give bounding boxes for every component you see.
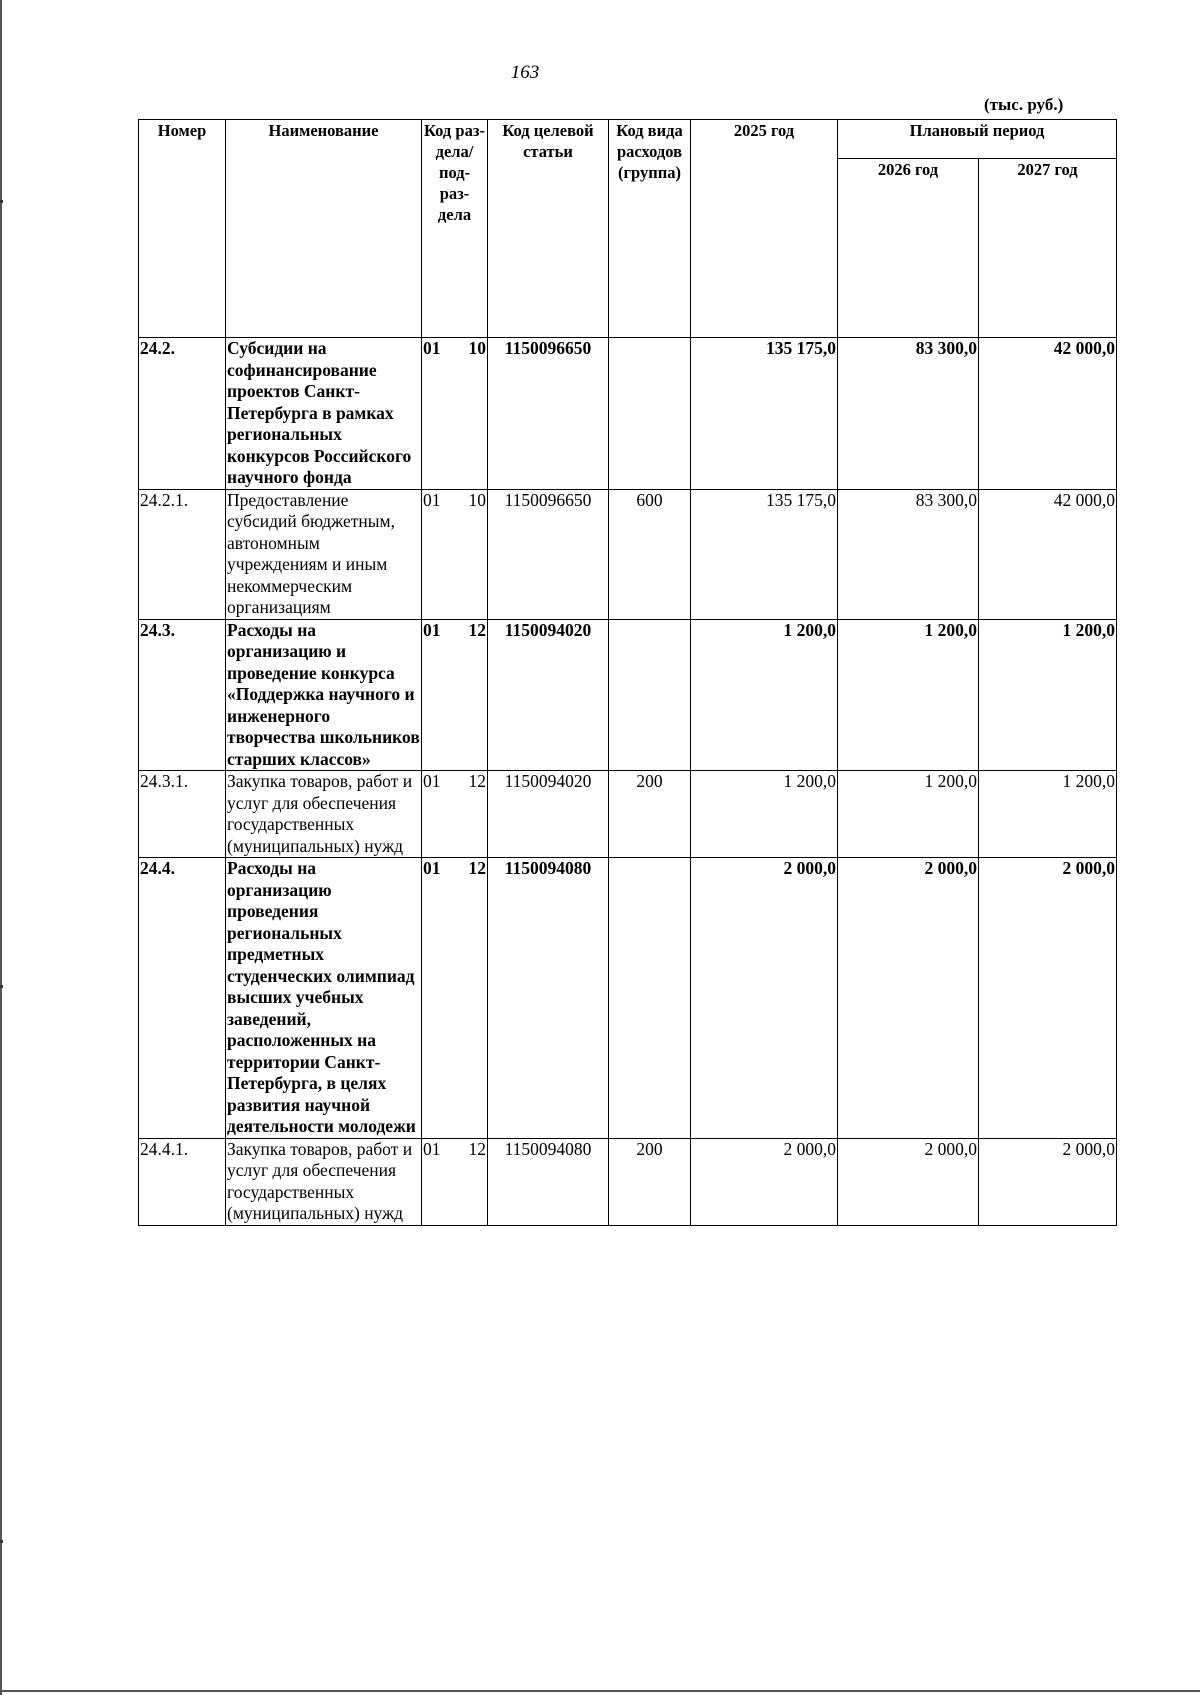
row-section-code: 01	[423, 858, 441, 878]
row-subsection-code: 10	[468, 489, 486, 510]
row-amount-2025: 135 175,0	[691, 338, 838, 490]
header-planned-period: Плановый период	[838, 120, 1117, 159]
row-amount-2027: 2 000,0	[979, 1138, 1117, 1225]
row-expense-type	[609, 858, 691, 1139]
table-row	[139, 489, 1117, 619]
row-name: Субсидии на софинансирование проектов Санкт-Петербурга в рамках региональных конкурсов Российского научного фонда	[226, 338, 422, 490]
row-amount-2025: 2 000,0	[691, 1138, 838, 1225]
table-row	[139, 619, 1117, 771]
row-expense-type: 200	[609, 1138, 691, 1225]
row-number: 24.3.1.	[139, 771, 226, 858]
row-target-article: 1150094080	[488, 858, 609, 1139]
row-amount-2027: 42 000,0	[979, 489, 1117, 619]
row-target-article: 1150094020	[488, 771, 609, 858]
header-target-article: Код целевой статьи	[488, 120, 609, 338]
header-year-2027: 2027 год	[979, 159, 1117, 338]
row-subsection-code: 12	[468, 858, 486, 878]
row-amount-2025: 2 000,0	[691, 858, 838, 1139]
header-name: Наименование	[226, 120, 422, 338]
row-razdel	[422, 858, 488, 1139]
row-number: 24.4.1.	[139, 1138, 226, 1225]
row-section-code: 01	[423, 619, 441, 640]
row-amount-2025: 1 200,0	[691, 619, 838, 771]
scan-mark	[0, 1540, 3, 1543]
row-number: 24.3.	[139, 619, 226, 771]
row-razdel	[422, 619, 488, 771]
scan-mark	[0, 985, 3, 988]
row-amount-2026: 1 200,0	[838, 771, 979, 858]
row-amount-2026: 83 300,0	[838, 489, 979, 619]
table-row	[139, 771, 1117, 858]
units-label: (тыс. руб.)	[984, 95, 1064, 114]
row-subsection-code: 12	[468, 619, 486, 640]
header-year-2026: 2026 год	[838, 159, 979, 338]
row-amount-2026: 83 300,0	[838, 338, 979, 490]
row-target-article: 1150094020	[488, 619, 609, 771]
row-subsection-code: 12	[468, 771, 486, 791]
row-amount-2025: 135 175,0	[691, 489, 838, 619]
row-name: Расходы на организацию и проведение конкурса «Поддержка научного и инженерного творчества школьников старших классов»	[227, 619, 420, 769]
row-amount-2026: 2 000,0	[838, 858, 979, 1139]
row-amount-2027: 1 200,0	[979, 619, 1117, 771]
row-amount-2025: 1 200,0	[691, 771, 838, 858]
scan-left-edge	[0, 0, 2, 1695]
row-target-article: 1150094080	[488, 1138, 609, 1225]
header-expense-type: Код вида расходов (группа)	[609, 120, 691, 338]
page-number: 163	[510, 62, 540, 83]
row-name: Предоставление субсидий бюджетным, автономным учреждениям и иным некоммерческим организациям	[226, 489, 422, 619]
header-number: Номер	[139, 120, 226, 338]
budget-table	[138, 119, 1117, 1226]
row-section-code: 01	[423, 338, 441, 358]
row-amount-2027: 1 200,0	[979, 771, 1117, 858]
row-razdel	[422, 489, 488, 619]
row-section-code: 01	[423, 771, 441, 791]
row-name: Расходы на организацию проведения региональных предметных студенческих олимпиад высших учебных заведений, расположенных на территории Санкт-Петербурга, в целях развития научной деятельности молодежи	[226, 858, 422, 1139]
row-razdel	[422, 1138, 488, 1225]
row-expense-type: 200	[609, 771, 691, 858]
row-amount-2026: 1 200,0	[838, 619, 979, 771]
row-subsection-code: 10	[468, 338, 486, 358]
row-amount-2027: 42 000,0	[979, 338, 1117, 490]
table-row	[139, 338, 1117, 490]
row-expense-type	[609, 338, 691, 490]
scan-bottom-edge	[0, 1690, 1200, 1692]
row-subsection-code: 12	[468, 1138, 486, 1159]
row-section-code: 01	[423, 1138, 441, 1159]
row-expense-type	[609, 619, 691, 771]
row-target-article: 1150096650	[488, 489, 609, 619]
row-expense-type: 600	[609, 489, 691, 619]
header-razdel: Код раз- дела/ под- раз- дела	[422, 120, 488, 338]
row-amount-2027: 2 000,0	[979, 858, 1117, 1139]
table-row	[139, 1138, 1117, 1225]
row-target-article: 1150096650	[488, 338, 609, 490]
row-name: Закупка товаров, работ и услуг для обеспечения государственных (муниципальных) нужд	[226, 1138, 422, 1225]
row-number: 24.2.1.	[139, 489, 226, 619]
row-number: 24.4.	[139, 858, 226, 1139]
row-razdel	[422, 338, 488, 490]
table-row	[139, 858, 1117, 1139]
header-year-2025: 2025 год	[691, 120, 838, 338]
row-section-code: 01	[423, 489, 441, 510]
row-number: 24.2.	[139, 338, 226, 490]
row-razdel	[422, 771, 488, 858]
scan-mark	[0, 200, 3, 203]
row-name: Закупка товаров, работ и услуг для обеспечения государственных (муниципальных) нужд	[226, 771, 422, 858]
row-amount-2026: 2 000,0	[838, 1138, 979, 1225]
